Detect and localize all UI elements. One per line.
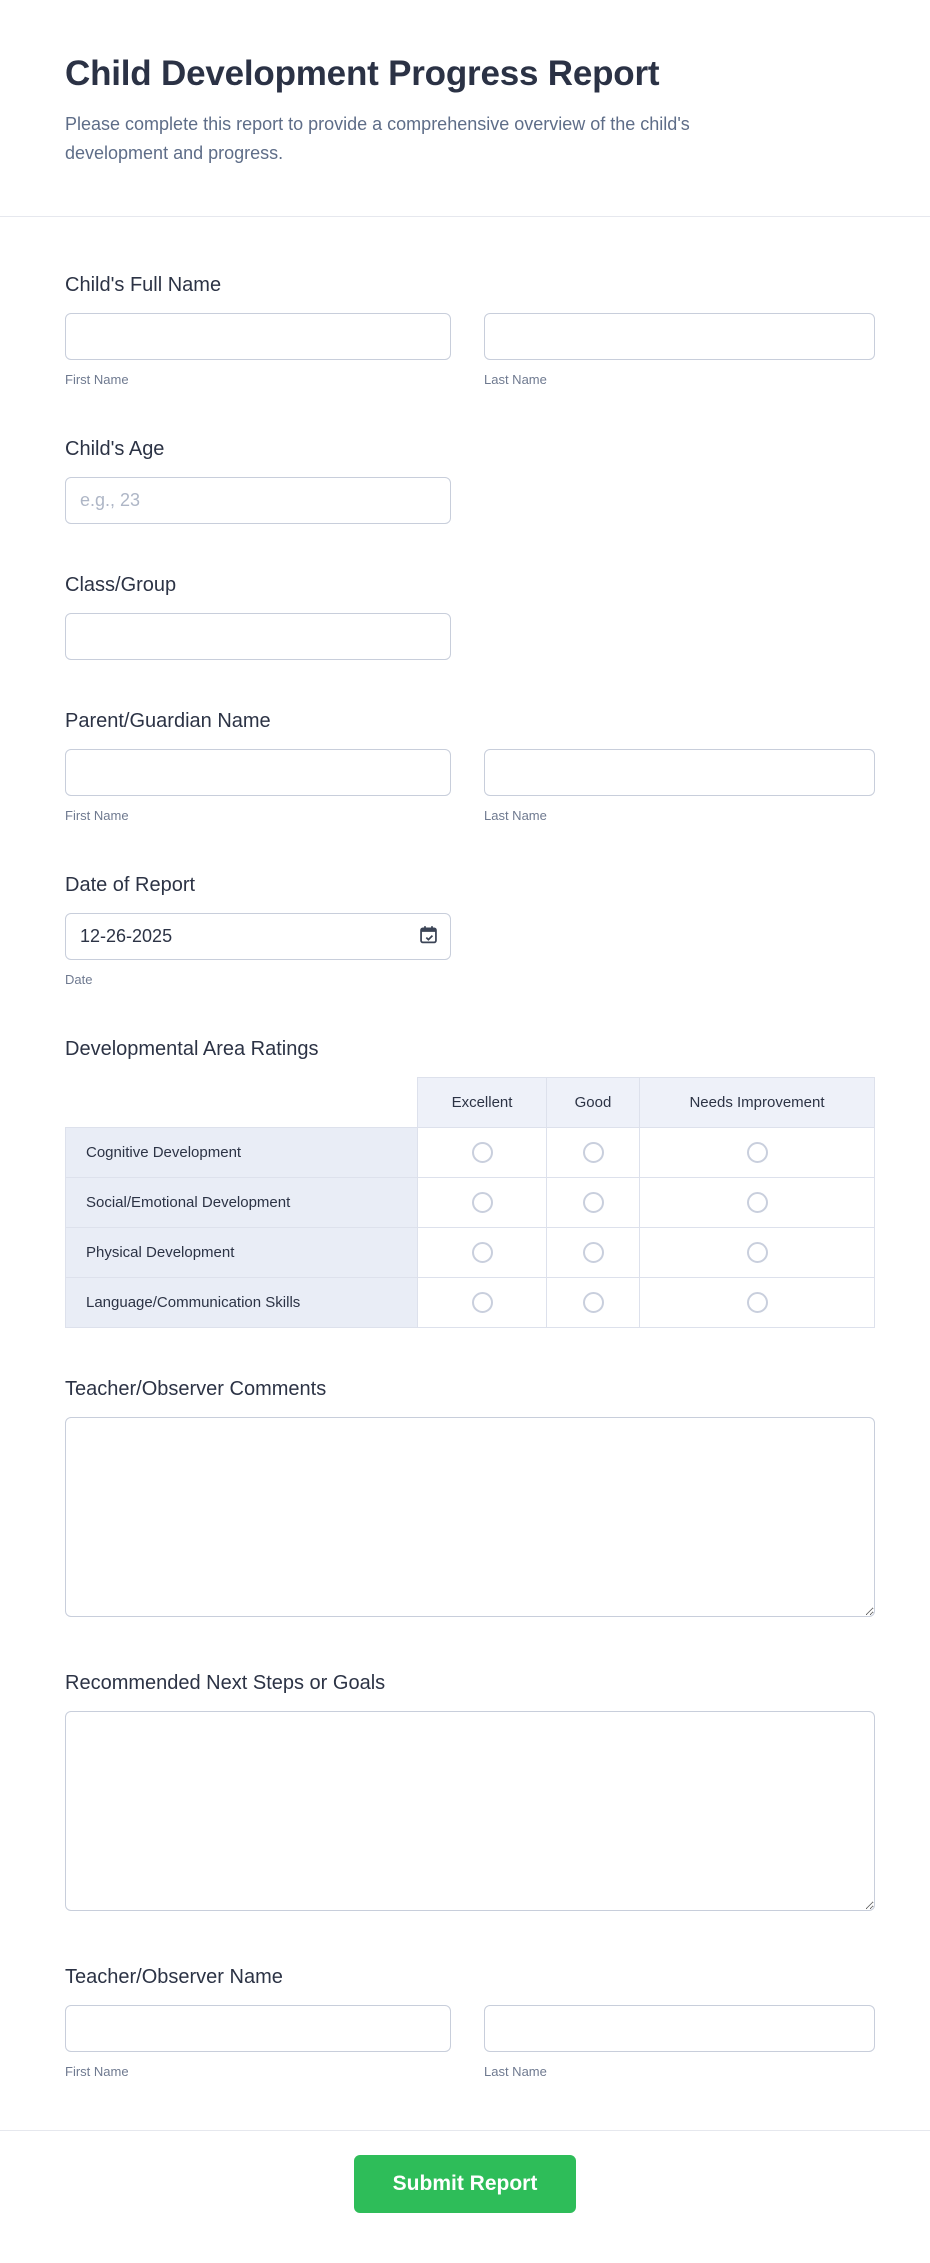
radio-language-excellent[interactable] <box>472 1292 493 1313</box>
teacher-name-label: Teacher/Observer Name <box>65 1965 283 1988</box>
parent-last-name-sublabel: Last Name <box>484 807 547 823</box>
report-date-sublabel: Date <box>65 971 93 987</box>
radio-physical-excellent[interactable] <box>472 1242 493 1263</box>
radio-language-needs-improvement[interactable] <box>747 1292 768 1313</box>
radio-physical-needs-improvement[interactable] <box>747 1242 768 1263</box>
report-date-input[interactable] <box>65 913 451 960</box>
ratings-label: Developmental Area Ratings <box>65 1037 319 1060</box>
comments-label: Teacher/Observer Comments <box>65 1377 327 1400</box>
radio-social-good[interactable] <box>583 1192 604 1213</box>
radio-cognitive-good[interactable] <box>583 1142 604 1163</box>
calendar-picker-button[interactable] <box>415 923 441 949</box>
next-steps-label: Recommended Next Steps or Goals <box>65 1671 386 1694</box>
ratings-row-social-label: Social/Emotional Development <box>66 1177 418 1227</box>
radio-social-excellent[interactable] <box>472 1192 493 1213</box>
field-next-steps <box>65 1669 875 1916</box>
radio-language-good[interactable] <box>583 1292 604 1313</box>
ratings-row-physical-label: Physical Development <box>66 1227 418 1277</box>
child-last-name-input[interactable] <box>484 313 875 360</box>
child-last-name-sublabel: Last Name <box>484 371 547 387</box>
child-age-label: Child's Age <box>65 437 165 460</box>
page-title: Child Development Progress Report <box>65 54 660 93</box>
table-row <box>66 1127 875 1177</box>
form-body <box>0 217 930 2080</box>
ratings-row-cognitive-label: Cognitive Development <box>66 1127 418 1177</box>
calendar-check-icon <box>418 924 439 948</box>
field-class-group <box>65 571 875 660</box>
teacher-last-name-sublabel: Last Name <box>484 2063 547 2079</box>
ratings-row-language-label: Language/Communication Skills <box>66 1277 418 1327</box>
teacher-last-name-input[interactable] <box>484 2005 875 2052</box>
ratings-corner-cell <box>66 1077 418 1127</box>
comments-textarea[interactable] <box>65 1417 875 1617</box>
field-child-full-name <box>65 271 875 388</box>
ratings-column-excellent: Excellent <box>418 1077 547 1127</box>
class-group-label: Class/Group <box>65 573 177 596</box>
parent-last-name-input[interactable] <box>484 749 875 796</box>
field-child-age <box>65 435 875 524</box>
table-row <box>66 1277 875 1327</box>
radio-cognitive-needs-improvement[interactable] <box>747 1142 768 1163</box>
radio-social-needs-improvement[interactable] <box>747 1192 768 1213</box>
report-date-label: Date of Report <box>65 873 196 896</box>
field-parent-guardian-name <box>65 707 875 824</box>
form-header <box>0 0 930 217</box>
ratings-column-good: Good <box>547 1077 640 1127</box>
submit-report-button[interactable]: Submit Report <box>354 2155 576 2213</box>
teacher-first-name-input[interactable] <box>65 2005 451 2052</box>
child-first-name-input[interactable] <box>65 313 451 360</box>
field-teacher-comments <box>65 1375 875 1622</box>
field-developmental-ratings <box>65 1035 875 1328</box>
next-steps-textarea[interactable] <box>65 1711 875 1911</box>
table-row <box>66 1227 875 1277</box>
parent-first-name-sublabel: First Name <box>65 807 129 823</box>
table-row <box>66 1177 875 1227</box>
ratings-table <box>65 1077 875 1328</box>
class-group-input[interactable] <box>65 613 451 660</box>
field-date-of-report <box>65 871 875 988</box>
child-age-input[interactable] <box>65 477 451 524</box>
ratings-column-needs-improvement: Needs Improvement <box>640 1077 875 1127</box>
child-name-label: Child's Full Name <box>65 273 222 296</box>
teacher-first-name-sublabel: First Name <box>65 2063 129 2079</box>
field-teacher-name <box>65 1963 875 2080</box>
parent-name-label: Parent/Guardian Name <box>65 709 271 732</box>
radio-physical-good[interactable] <box>583 1242 604 1263</box>
submit-section <box>0 2130 930 2263</box>
parent-first-name-input[interactable] <box>65 749 451 796</box>
child-first-name-sublabel: First Name <box>65 371 129 387</box>
radio-cognitive-excellent[interactable] <box>472 1142 493 1163</box>
form-subtitle: Please complete this report to provide a comprehensive overview of the child's development and progress. <box>65 114 690 163</box>
